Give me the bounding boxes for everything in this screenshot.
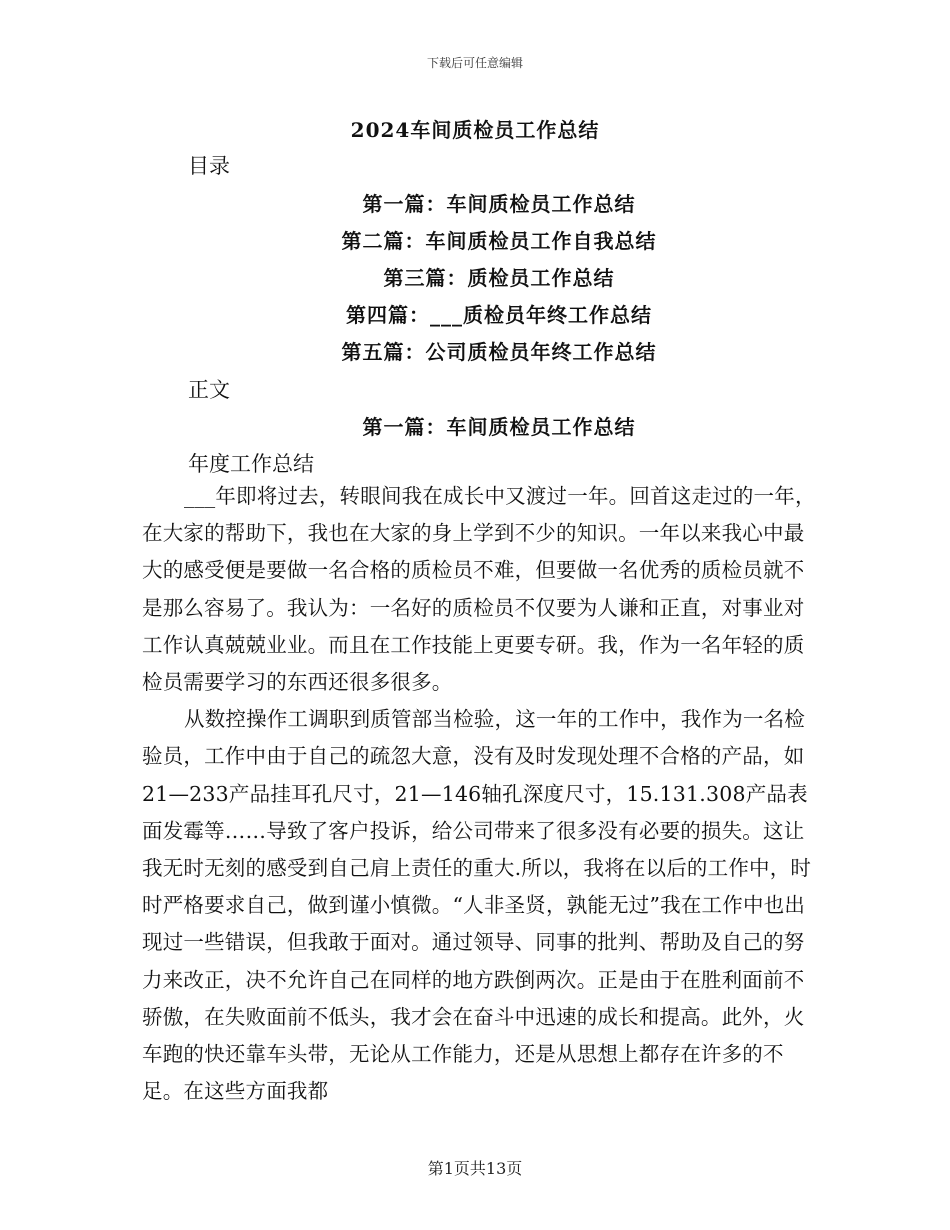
- toc-item-2: 第二篇：车间质检员工作自我总结: [341, 229, 657, 253]
- body-text: [142, 478, 822, 1110]
- section-title: 第一篇：车间质检员工作总结: [362, 415, 636, 439]
- page-footer: 第1页共13页: [427, 1159, 523, 1178]
- toc-item-4: 第四篇：___质检员年终工作总结: [346, 303, 652, 327]
- toc-label: 目录: [188, 154, 230, 178]
- paragraph: 从数控操作工调职到质管部当检验，这一年的工作中，我作为一名检验员，工作中由于自己的疏忽大意，没有及时发现处理不合格的产品，如21—233产品挂耳孔尺寸，21—146轴孔深度尺寸，15.131.308产品表面发霉等……导致了客户投诉，给公司带来了很多没有必要的损失。这让我无时无刻的感受到自己肩上责任的重大.所以，我将在以后的工作中，时时严格要求自己，做到谨小慎微。“人非圣贤，孰能无过”我在工作中也出现过一些错误，但我敢于面对。通过领导、同事的批判、帮助及自己的努力来改正，决不允许自己在同样的地方跌倒两次。正是由于在胜利面前不骄傲，在失败面前不低头，我才会在奋斗中迅速的成长和提高。此外，火车跑的快还靠车头带，无论从工作能力，还是从思想上都存在许多的不足。在这些方面我都: [142, 707, 812, 1104]
- toc-item-3: 第三篇：质检员工作总结: [383, 266, 615, 290]
- document-title: 2024车间质检员工作总结: [350, 118, 600, 142]
- header-note: 下载后可任意编辑: [426, 56, 523, 70]
- toc-item-1: 第一篇：车间质检员工作总结: [362, 192, 636, 216]
- toc-item-5: 第五篇：公司质检员年终工作总结: [341, 340, 657, 364]
- paragraph: ___年即将过去，转眼间我在成长中又渡过一年。回首这走过的一年，在大家的帮助下，我也在大家的身上学到不少的知识。一年以来我心中最大的感受便是要做一名合格的质检员不难，但要做一名优秀的质检员就不是那么容易了。我认为：一名好的质检员不仅要为人谦和正直，对事业对工作认真兢兢业业。而且在工作技能上更要专研。我，作为一名年轻的质检员需要学习的东西还很多很多。: [142, 484, 816, 695]
- subheading: 年度工作总结: [188, 452, 314, 476]
- body-label: 正文: [188, 378, 230, 402]
